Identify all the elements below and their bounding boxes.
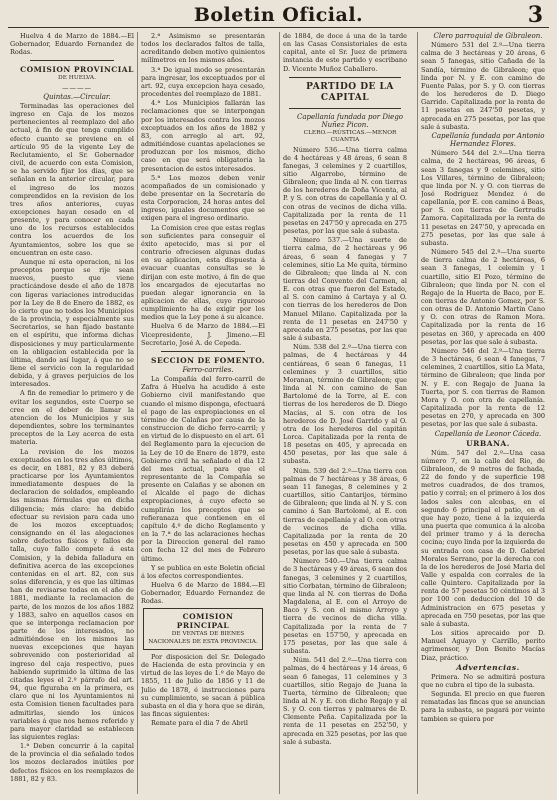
lot-paragraph: Número 540.—Una tierra calma de 3 hectáreas y 49 áreas, 6 sean dos fanegas, 3 celemines y 2 cuartillos, sitio Corbatan, término de Gibraleon; que linda al N. con tierras de Doña Magdalena, al E. con el Arroyo de Baco y S. con el mismo Arroyo y tierra de vecinos de dicha villa. Capitalizada por la renta de 7 pesetas en 157'50, y aprecada en 175 pesetas, por las que sale á subasta. [283,557,407,656]
section-heading: COMISION PROVINCIAL [20,65,134,75]
lot-paragraph: Núm. 538 del 2.º—Una tierra con palmas, de 4 hectáreas y 44 centiáreas, 6 sean 6 fanegas, 11 celemines y 3 cuartillos, sitio Moranan, término de Gibraleon; que linda al N. con camino de San Bartolomé de la Torre, al E. con tierras de los herederos de D. Diego Macías, al S. con otra de los herederos de D. José Garrido y al O. otra de los herederos del capitán Lorca. Capitalizada por la renta de 18 pesetas en 405, y aprecada en 450 pesetas, por las que sale á subasta. [283,343,407,466]
column-4 [421,32,545,796]
column-1 [10,32,134,796]
section-heading: PARTIDO DE LA CAPITAL [306,81,394,103]
section-heading: Advertencias. [456,662,520,672]
notice-heading: COMISION PRINCIPAL [176,612,234,631]
ornament-dash: ———— [62,83,92,92]
lot-paragraph: Núm. 539 del 2.º—Una tierra con palmas de 7 hectáreas y 38 áreas, 6 sean 11 fanegas, 8 celemines y 2 cuartillos, sitio Cantarijos, término de Gibraleon; que linda al N. y S. con camino á San Bartolomé, al E. con tierras de capellanía y al O. con otras de vecinos de dicha villa. Capitalizada por la renta de 20 pesetas en 450 y aprecada en 500 pesetas, por las que sale á subasta. [283,466,407,557]
body-paragraph: Por disposicion del Sr. Delegado de Hacienda de esta provincia y en virtud de las leyes de 1.º de Mayo de 1855, 11 de Julio de 1856 y 11 de Julio de 1878, é instrucciones para su cumplimiento, se sacan á pública subasta en el dia y hora que se dirán, las fincas siguientes: [141,652,265,718]
page-number: 3 [527,2,543,28]
lot-paragraph: Número 531 del 2.º—Una tierra calma de 3 hectáreas y 20 áreas, 6 sean 5 fanegas, sitio Cañada de la Sandía, término de Gibraleon; que linda por N. y E. con camino de Fuente Palas, por S. y O. con tierras de los herederos de D. Diego Garrido. Capitalizada por la renta de 11 pesetas en 247'50 pesetas, y aprecada en 275 pesetas, por las que sale á subasta. [421,41,545,131]
column-divider [279,32,280,794]
lot-paragraph: Número 536.—Una tierra calma de 4 hectáreas y 48 áreas, 6 sean 8 fanegas, 3 celemines y 2 cuartillos, sitio Algarrobo, término de Gibraleon; que linda al N. con tierras de los herederos de Doña Vicenta, al P. y S. con otras de capellanía y al O. con otras de vecinos de dicha villa. Capitalizada por la renta de 11 pesetas en 247'50 y aprecada en 275 pesetas, por las que sale á subasta. [283,145,407,236]
lot-paragraph: Número 545 del 2.º—Una suerte de tierra calma de 2 hectáreas, 6 sean 3 fanegas, 1 celemin y 1 cuartillo, sitio El Pozo, término de Gibraleon; que linda por N. con el Regajo de la Huerta de Baco, por E. con tierras de Antonio Gomez, por S. con otras de D. Antonio Martin Cano y O. con otras de Ramon Mora. Capitalizada por la renta de 16 pesetas en 360, y aprecada en 400 pesetas, por las que sale á subasta. [421,248,545,346]
body-paragraph: Terminadas las operaciones del ingreso en Caja de los mozos pertenecientes al reemplazo del año actual, á fin de que tenga cumplido efecto cuanto se previene en el artículo 95 de la vigente Ley de Reclutamiento, el Sr. Gobernador civil, de acuerdo con esta Comision, se ha servido fijar los dias, que se señalan en la anterior circular, para el ingreso de los mozos comprendidos en la revision de los tres años anteriores, cuyas excepciones hayan cesado en el presente, y para conocer en cada uno de los recursos establecidos contra los acuerdos de los Ayuntamientos, sobre los que se encuentran en este caso. [10,101,134,257]
body-paragraph: Aunque ni esta operacion, ni los preceptos porque se rije sean nuevos, puesto que viene practicándose desde el año de 1878 con ligeras variaciones introducidas por la Ley de 8 de Enero de 1882, es lo cierto que no todos los Municipios de la provincia, y especialmente sus Secretarios, se han fijado bastante en el espíritu, que informa dichas disposiciones y muy particularmente en la obligacion establecida por la última, dando así lugar, á que no se llene el servicio con la regularidad debida, y á graves perjuicios de los interesados. [10,257,134,389]
header-rule [8,27,549,28]
section-subheading: DE HUELVA. [58,75,96,82]
body-paragraph: Segunda. El precio en que fueren rematadas las fincas que se anuncian para la subasta, se pagará por veinte tambien se quiera por [421,690,545,723]
body-paragraph: 1.ª Deben concurrir á la capital de la provincia el dia señalado todos los mozos declarados inútiles por defectos físicos en los reemplazos de 1881, 82 y 83. [10,742,134,783]
body-paragraph: Los sitios aprecaido por D. Manuel Aguayo y Carrillo, perito agrimensor, y Don Benito Macías Diaz, práctico. [421,629,545,662]
section-topic: Ferro-carriles. [182,365,234,374]
lot-paragraph: Núm. 547 del 2.º—Una casa número 7, en la calle del Rio, de Gibraleon, de 9 metros de fachada, 22 de fondo y de superficie 198 metros cuadrados, de dos tramos, patio y corral; en el primero á los dos lados sales con alcobas, en el segundo 6 principal el patio, en el que hay pozo, tiene á la izquierda una puerta que comunica á la alcoba del primer tramo y á la derecha cocina; cuyo linda por la izquierda de su entrada con casa de D. Gabriel Morales Serrano, por la derecha con la de los herederos de José Maria del Valle y espalda con corrales de la calle Quintero. Capitalizada por la renta de 57 pesetas 50 céntimos al 3 por 100 con deduccion del 10 de Administracion en 675 pesetas y aprecada en 750 pesetas, por las que sale á subasta. [421,448,545,628]
lot-paragraph: Núm. 541 del 2.º—Una tierra con palmas, de 4 hectáreas y 14 áreas, 6 sean 6 fanegas, 11 celemines y 3 cuartillos, sitio Regajo de Juana la Tuerta, término de Gibraleon; que linda al N. y E. con dicho Regajo y al S. y O. con tierras y palmares de D. Clemente Peña. Capitalizada por la renta de 11 pesetas en 252'50, y aprecada en 325 pesetas, por las que sale á subasta. [283,656,407,746]
signature-paragraph: Huelva 4 de Marzo de 1884.—El Gobernador, Eduardo Fernandez de Rodas. [10,32,134,57]
section-topic: Quintas.—Circular. [43,92,111,101]
lot-paragraph: Número 537.—Una suerte de tierra calma, de 2 hectáreas y 96 áreas, 6 sean 4 fanegas y 7 celemines, sitio La Me quita, término de Gibraleon; que linda al N. con tierras del Convento del Carmen, al E. con otras que fueron del Estado, al S. con camino á Cartaya y al O. con tierras de los herederos de Don Manuel Milano. Capitalizada por la renta de 11 pesetas en 247'50 y aprecada en 275 pesetas, por las que sale á subasta. [283,236,407,343]
body-paragraph: La Comision cree que estas reglas son suficientes para conseguir el éxito apetecido, mas si por el contrario ofreciesen algunas dudas en su aplicacion, esta dispuesta á evacuar cuantas consultas se le dirijan con este motivo, á fin de que los encargados de ejecutarlas no puedan alegar ignorancia en la aplicacion de ellas, cuyo riguroso cumplimiento ha de exigir por los medios que la Ley pone á su alcance. [141,223,265,322]
body-paragraph: de 1884, de doce á una de la tarde en las Casas Consistoriales de esta capital, ante el Sr. Juez de primera instancia de este partido y escribano D. Vicente Muñoz Caballero. [283,32,407,73]
publication-title: Boletin Oficial. [193,4,364,26]
body-paragraph: 4.ª Los Municipios fallarán las reclamaciones que se interpongan por los interesados contra los mozos exceptuados en los años de 1882 y 83, con arreglo al art. 92, admitiéndose cuantas apelaciones se produzcan por los mismos, dicho caso en que será obligatoria la presentacion de estos interesados. [141,99,265,173]
body-paragraph: La revision de los mozos exceptuados en los tres años últimos, es decir, en 1881, 82 y 83 deberá practicarse por los Ayuntamientos inmediatamente despues de la declaracion de soldados, empleando las mismas fórmulas que en dicha diligencia; más claro: ha debido efectuar su revision para cada uno de los mozos exceptuados; consignando en él las alegaciones sobre defectos físicos y fallos de talla, cuyo fallo compete á esta Comision, y la debida falladura en definitiva acerca de las excepciones contenidas en el art. 82, con sus solas diferencia, y es que las últimas han de revisarse todas en el año de 1881, mediante la reclamacion de parte, de los mozos de los años 1882 y 1883, salvo en aquellos casos en que se interponga reclamacion por parte de los interesados, no admitiéndose en los mismos las nuevas excepciones que hayan sobrevenido con posterioridad al ingreso del caja respectivo, pues habiendo suprimido la última de las citadas leyes el 2.º párrafo del art. 94, que figuraba en la primera, es claro que ni los Ayuntamientos ni esta Comision tienen facultades para admitirlas, siendo los únicos variables á que nos hemos referido y para mayor claridad se establecen las siguientes reglas: [10,447,134,742]
body-paragraph: Remate para el dia 7 de Abril [151,719,248,728]
lot-paragraph: Número 546 del 2.º—Una tierra de 3 hectáreas, 6 sean 4 fanegas, 7 celemines, 2 cuartillos, sitio La Mata, término de Gibraleon; que linda por N. y E. con Regajo de Juana la Tuerta, por S. con tierras de Ramon Mora y O. con otra de capellanía. Capitalizada por la renta de 12 pesetas en 270, y aprecada en 300 pesetas, por las que sale á subasta. [421,346,545,429]
body-paragraph: 5.ª Los mozos deben venir acompañados de un comisionado y debe presentar en la Secretaría de esta Corporacion, 24 horas antes del ingreso, iguales documentos que se exigen para el ingreso ordinario. [141,173,265,223]
section-heading: URBANA. [466,438,510,448]
section-rule [289,77,401,78]
section-rule [161,351,245,352]
section-rule [289,108,401,109]
lot-paragraph: Número 544 del 2.º—Una tierra calma, de 2 hectáreas, 96 áreas, 6 sean 3 fanegas y 9 celemines, sitio Los Villares, término de Gibraleon; que linda por N. y O. con tierras de José Rodriguez Mendez ó de capellanía, por E. con camino á Beas, por S. con tierras de Gertrudis Zamora. Capitalizada por la renta de 11 pesetas en 247'50, y aprecada en 275 pesetas, por las que sale á subasta. [421,149,545,247]
section-rule [30,60,114,61]
body-paragraph: 2.ª Asimismo se presentarán todos los declarados faltos de talla, acreditando deben motivo quinientos milímetros en los mismos años. [141,32,265,65]
signature-paragraph: Huelva 6 de Marzo de 1884.—El Gobernador, Eduardo Fernandez de Rodas. [141,581,265,606]
chaplaincy-heading: Capellanía fundada por Diego Nuñez Picon. [296,112,404,129]
column-divider [137,32,138,794]
page-header [0,0,557,26]
column-divider [417,32,418,794]
body-paragraph: 3.ª De igual modo se presentarán para ingresar, los exceptuados por el art. 92, cuya excepcion haya cesado, procedentes del reemplazo de 1881. [141,65,265,99]
classification-line: CLERO.—RÚSTICAS.—MENOR CUANTIA [303,130,397,144]
column-2 [141,32,265,796]
body-paragraph: A fin de remediar lo primero y de evitar los segundos, este Cuerpo se cree en el deber de llamar la atencion de los Municipios y sus dependientes, sobre los terminantes preceptos de la Ley acerca de esta materia. [10,389,134,447]
body-paragraph: Primera. No se admitirá postura que no cubra el tipo de la subasta. [421,672,545,689]
column-3 [283,32,407,796]
section-heading: SECCION DE FOMENTO. [151,355,265,365]
body-paragraph: La Compañía del ferro-carril de Zafra á Huelva ha acudido á este Gobierno civil manifestando que cuando el mismo disponga, efectuará el pago de las expropiaciones en el término de Calañas por causa de la construccion de dicho ferro-carril; y en virtud de lo dispuesto en el art. 61 del Reglamento para la ejecucion de la Ley de 10 de Enero de 1879, este Gobierno civil ha señalado el dia 12 del mes actual, para que el representante de la Compañía se presente en Calañas y se abonen en el Alcalde el pago de dichas expropiaciones, á cuyo efecto se cumplirán los preceptos que se refieranaza que contienen en el capítulo 4.º de dicho Reglamento y en la 7.ª de las aclaraciones hechas por la Direccion general del ramo con fecha 12 del mes de Febrero último. [141,375,265,563]
sales-notice-box [143,608,263,649]
chaplaincy-heading: Capellanía de Leonor Cáceda. [434,429,542,438]
chaplaincy-heading: Capellanía fundada por Antonio Hernandez Flores. [431,131,545,149]
signature-paragraph: Huelva 6 de Marzo de 1884.—El Vicepresidente, J. Jimeno.—El Secretario, José A. de Cepeda. [141,322,265,347]
notice-subheading: DE VENTAS DE BIENES NACIONALES DE ESTA PROVINCIA. [148,631,258,645]
chaplaincy-heading: Clero parroquial de Gibraleon. [433,32,543,40]
body-paragraph: Y se publica en este Boletin oficial á los efectos correspondientes. [141,563,265,580]
